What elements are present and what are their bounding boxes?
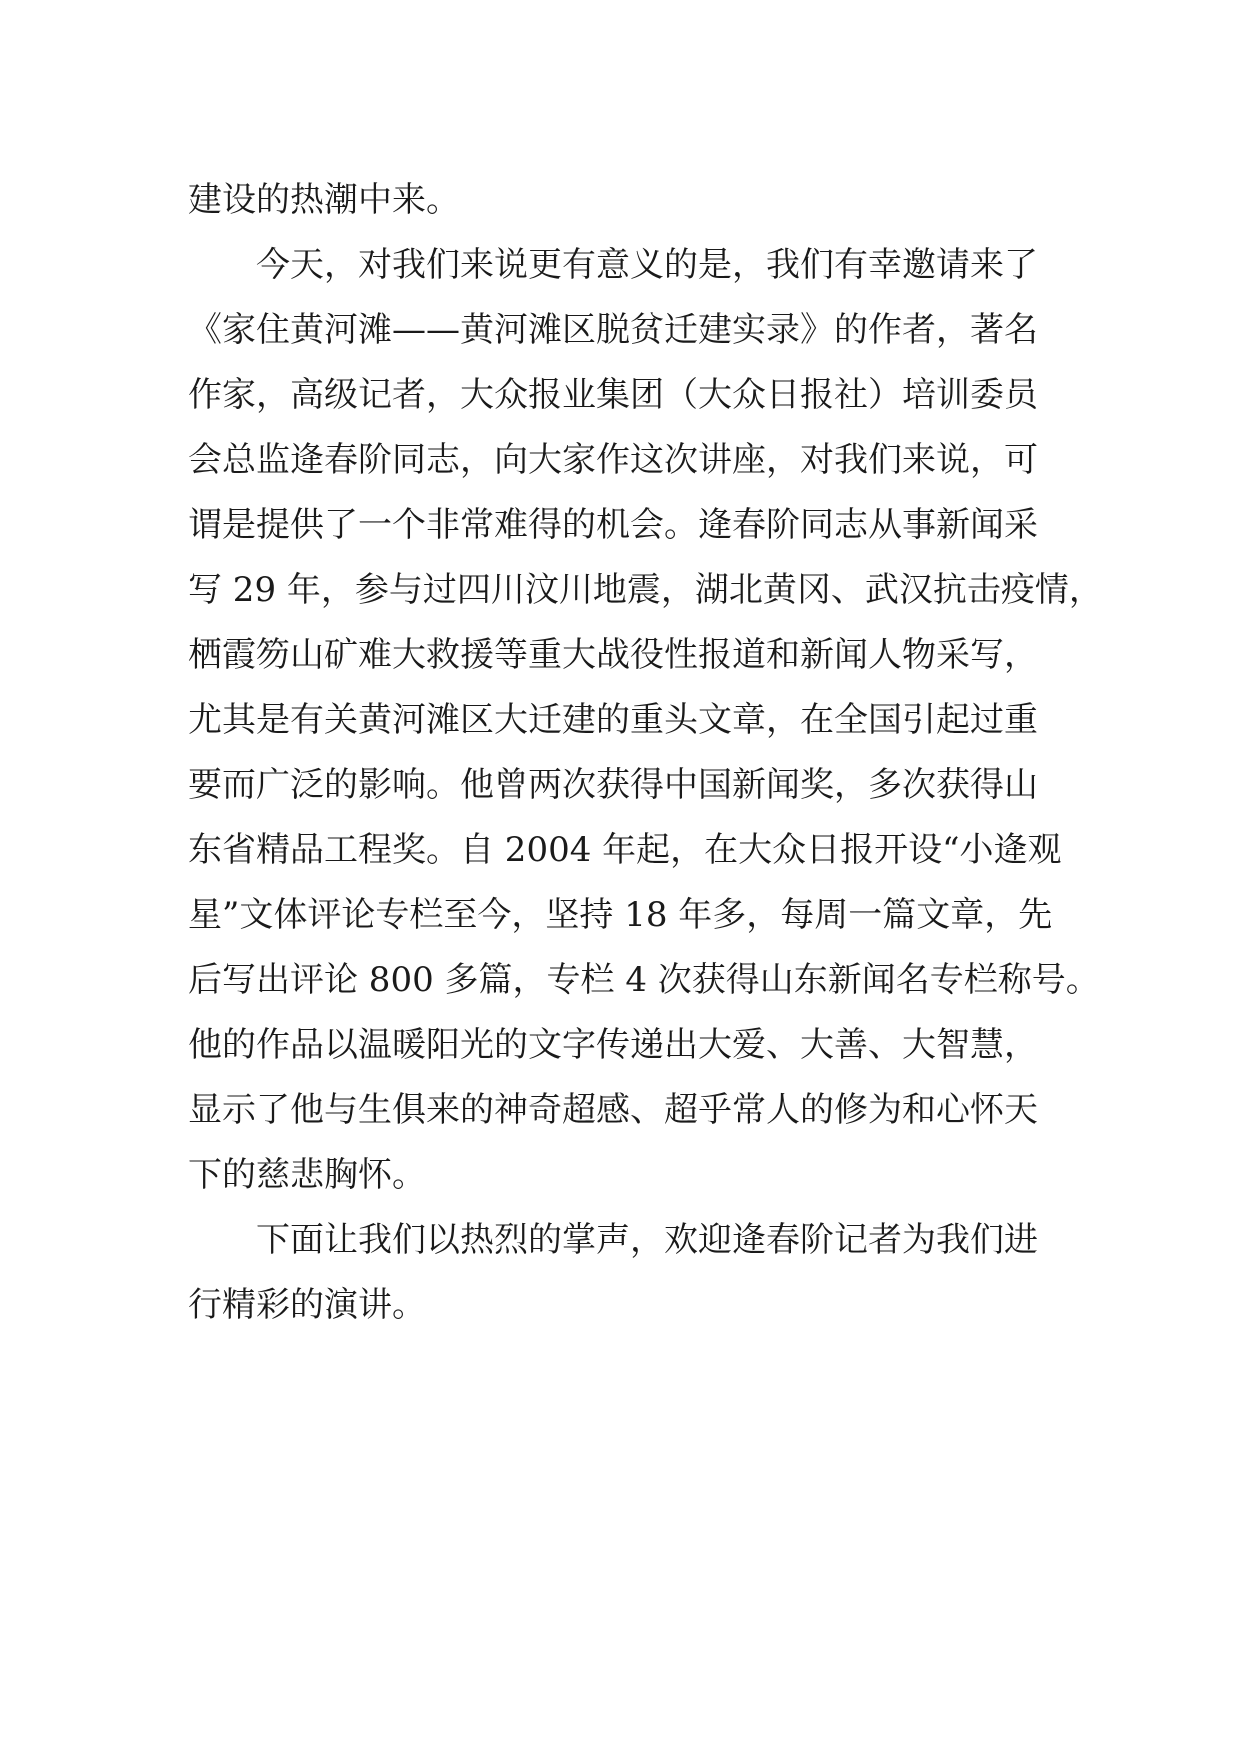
text-line: 《家住黄河滩——黄河滩区脱贫迁建实录》的作者，著名 — [188, 310, 1038, 350]
text-line: 尤其是有关黄河滩区大迁建的重头文章，在全国引起过重 — [188, 700, 1038, 740]
text-line: 后写出评论 800 多篇，专栏 4 次获得山东新闻名专栏称号。 — [188, 960, 1100, 1000]
text-line: 下面让我们以热烈的掌声，欢迎逄春阶记者为我们进 — [256, 1220, 1038, 1260]
text-line: 行精彩的演讲。 — [188, 1285, 426, 1325]
body-text — [188, 168, 1103, 1338]
text-line: 写 29 年，参与过四川汶川地震，湖北黄冈、武汉抗击疫情， — [188, 570, 1103, 610]
text-line: 今天，对我们来说更有意义的是，我们有幸邀请来了 — [256, 245, 1038, 285]
text-line: 栖霞笏山矿难大救援等重大战役性报道和新闻人物采写， — [188, 635, 1038, 675]
text-line: 下的慈悲胸怀。 — [188, 1155, 426, 1195]
text-line: 星”文体评论专栏至今，坚持 18 年多，每周一篇文章，先 — [188, 895, 1053, 935]
text-line: 要而广泛的影响。他曾两次获得中国新闻奖，多次获得山 — [188, 765, 1038, 805]
text-line: 建设的热潮中来。 — [188, 180, 460, 220]
text-line: 他的作品以温暖阳光的文字传递出大爱、大善、大智慧， — [188, 1025, 1038, 1065]
text-line: 东省精品工程奖。自 2004 年起，在大众日报开设“小逄观 — [188, 830, 1062, 870]
text-line: 谓是提供了一个非常难得的机会。逄春阶同志从事新闻采 — [188, 505, 1038, 545]
text-line: 显示了他与生俱来的神奇超感、超乎常人的修为和心怀天 — [188, 1090, 1038, 1130]
text-line: 会总监逄春阶同志，向大家作这次讲座，对我们来说，可 — [188, 440, 1038, 480]
text-line: 作家，高级记者，大众报业集团（大众日报社）培训委员 — [188, 375, 1038, 415]
